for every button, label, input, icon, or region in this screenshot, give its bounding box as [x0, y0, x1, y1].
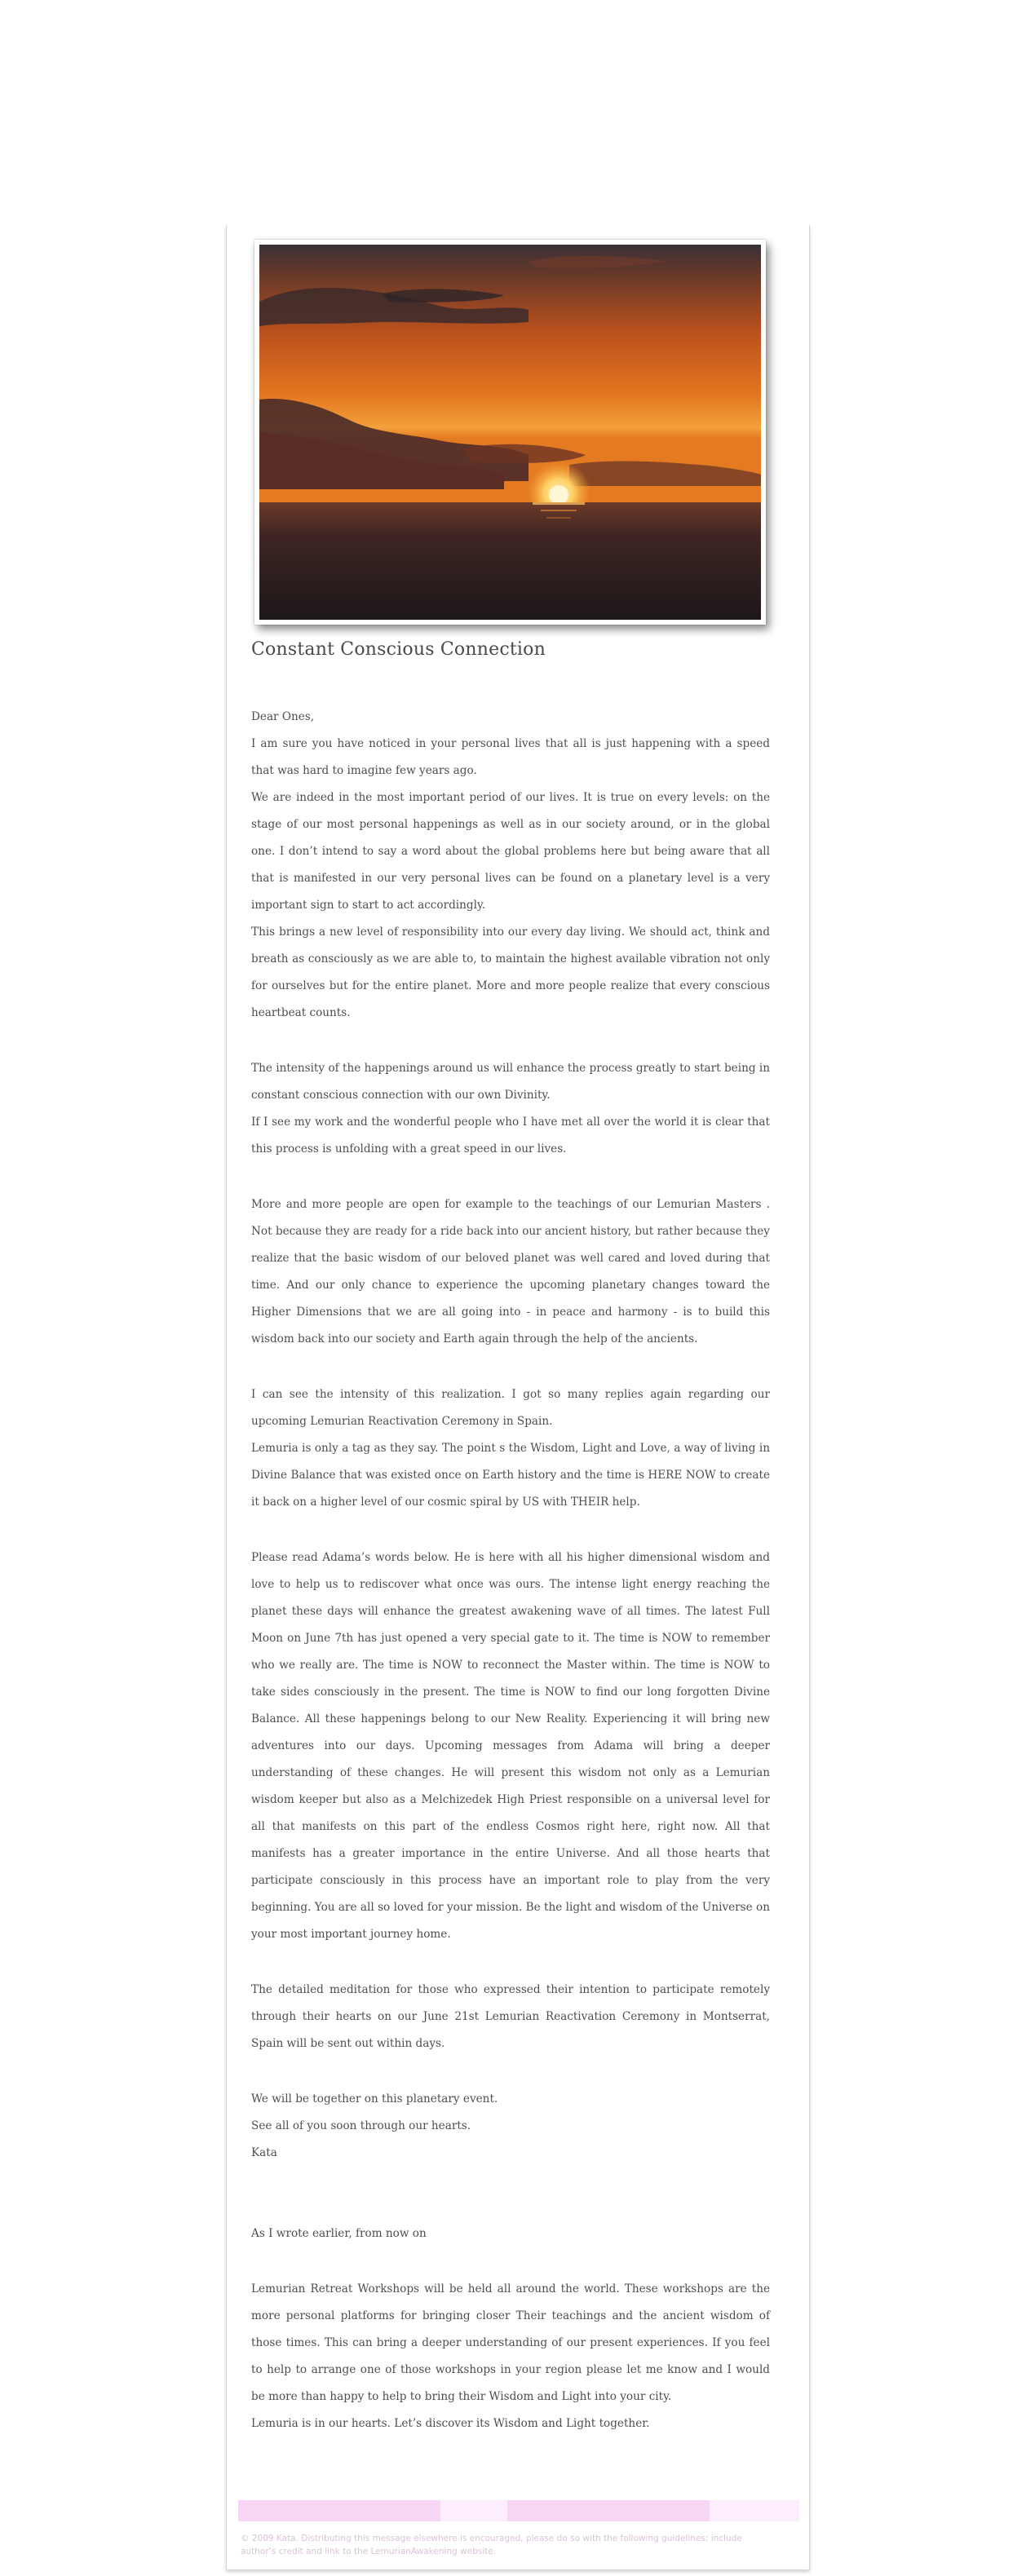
closing-line-1: We will be together on this planetary event. — [251, 2092, 498, 2105]
paragraph-3: This brings a new level of responsibility into our every day living. We should act, think and breath as consciously as we are able to, to maintain the highest available vibration not only for ourselves but for the entire planet. More and more people realize that every conscious heartbeat counts. — [251, 926, 770, 1019]
footer-bar-segment — [507, 2500, 710, 2521]
paragraph-announcement: As I wrote earlier, from now on — [251, 2227, 427, 2240]
spacer — [251, 2167, 770, 2220]
paragraph-workshops: Lemurian Retreat Workshops will be held all around the world. These workshops are the more personal platforms for bringing closer Their teachings and the ancient wisdom of those times. This can bring a deeper understanding of our present experiences. If you feel to help to arrange one of those workshops in your region please let me know and I would be more than happy to help to bring their Wisdom and Light into your city. — [251, 2282, 770, 2403]
sunset-photo — [259, 245, 761, 620]
spacer — [251, 1516, 770, 1544]
article-title: Constant Conscious Connection — [251, 639, 546, 660]
spacer — [251, 1353, 770, 1381]
footer-bar-segment — [710, 2500, 799, 2521]
greeting: Dear Ones, — [251, 710, 315, 723]
paragraph-5: If I see my work and the wonderful people who I have met all over the world it is clear that this process is unfolding with a great speed in our lives. — [251, 1116, 770, 1155]
paragraph-9: Please read Adama’s words below. He is here with all his higher dimensional wisdom and love to help us to rediscover what once was ours. The intense light energy reaching the planet these days will enhance the greatest awakening wave of all times. The latest Full Moon on June 7th has just opened a very special gate to it. The time is NOW to remember who we really are. The time is NOW to reconnect the Master within. The time is NOW to take sides consciously in the present. The time is NOW to find our long forgotten Divine Balance. All these happenings belong to our New Reality. Experiencing it will bring new adventures into our days. Upcoming messages from Adama will bring a deeper understanding of these changes. He will present this wisdom not only as a Lemurian wisdom keeper but also as a Melchizedek High Priest responsible on a universal level for all that manifests on this part of the endless Cosmos right here, right now. All that manifests has a greater importance in the entire Universe. And all those hearts that participate consciously in this process have an important role to play from the very beginning. You are all so loved for your mission. Be the light and wisdom of the Universe on your most important journey home. — [251, 1551, 770, 1941]
spacer — [251, 2247, 770, 2276]
paragraph-8: Lemuria is only a tag as they say. The point s the Wisdom, Light and Love, a way of living in Divine Balance that was existed once on Earth history and the time is HERE NOW to create it back on a higher level of our cosmic spiral by US with THEIR help. — [251, 1442, 770, 1509]
footer-bar-segment — [238, 2500, 440, 2521]
footer-copyright: © 2009 Kata. Distributing this message elsewhere is encouraged, please do so with the following guidelines: include author’s credit and link to the LemurianAwakening website. — [241, 2533, 742, 2556]
spacer — [251, 1027, 770, 1055]
paragraph-10: The detailed meditation for those who expressed their intention to participate remotely through their hearts on our June 21st Lemurian Reactivation Ceremony in Montserrat, Spain will be sent out within days. — [251, 1983, 770, 2050]
signature: Kata — [251, 2146, 277, 2159]
sunset-photo-frame — [254, 240, 766, 625]
paragraph-2: We are indeed in the most important period of our lives. It is true on every levels: on the stage of our most personal happenings as well as in our society around, or in the global one. I don’t intend to say a word about the global problems here but being aware that all that is manifested in our very personal lives can be found on a planetary level is a very important sign to start to act accordingly. — [251, 791, 770, 912]
article-body — [251, 704, 770, 2437]
paragraph-4: The intensity of the happenings around us will enhance the process greatly to start being in constant conscious connection with our own Divinity. — [251, 1062, 770, 1102]
closing-line-2: See all of you soon through our hearts. — [251, 2119, 471, 2132]
spacer — [251, 2057, 770, 2086]
paragraph-1: I am sure you have noticed in your personal lives that all is just happening with a speed that was hard to imagine few years ago. — [251, 737, 770, 777]
paragraph-6: More and more people are open for example to the teachings of our Lemurian Masters . Not because they are ready for a ride back into our ancient history, but rather because they realize that the basic wisdom of our beloved planet was well cared and loved during that time. And our only chance to experience the upcoming planetary changes toward the Higher Dimensions that we are all going into - in peace and harmony - is to build this wisdom back into our society and Earth again through the help of the ancients. — [251, 1198, 770, 1345]
paragraph-final: Lemuria is in our hearts. Let’s discover its Wisdom and Light together. — [251, 2417, 650, 2430]
paragraph-7: I can see the intensity of this realization. I got so many replies again regarding our upcoming Lemurian Reactivation Ceremony in Spain. — [251, 1388, 770, 1428]
footer-bar — [238, 2500, 799, 2521]
spacer — [251, 1163, 770, 1191]
footer-bar-segment — [440, 2500, 508, 2521]
spacer — [251, 1948, 770, 1977]
